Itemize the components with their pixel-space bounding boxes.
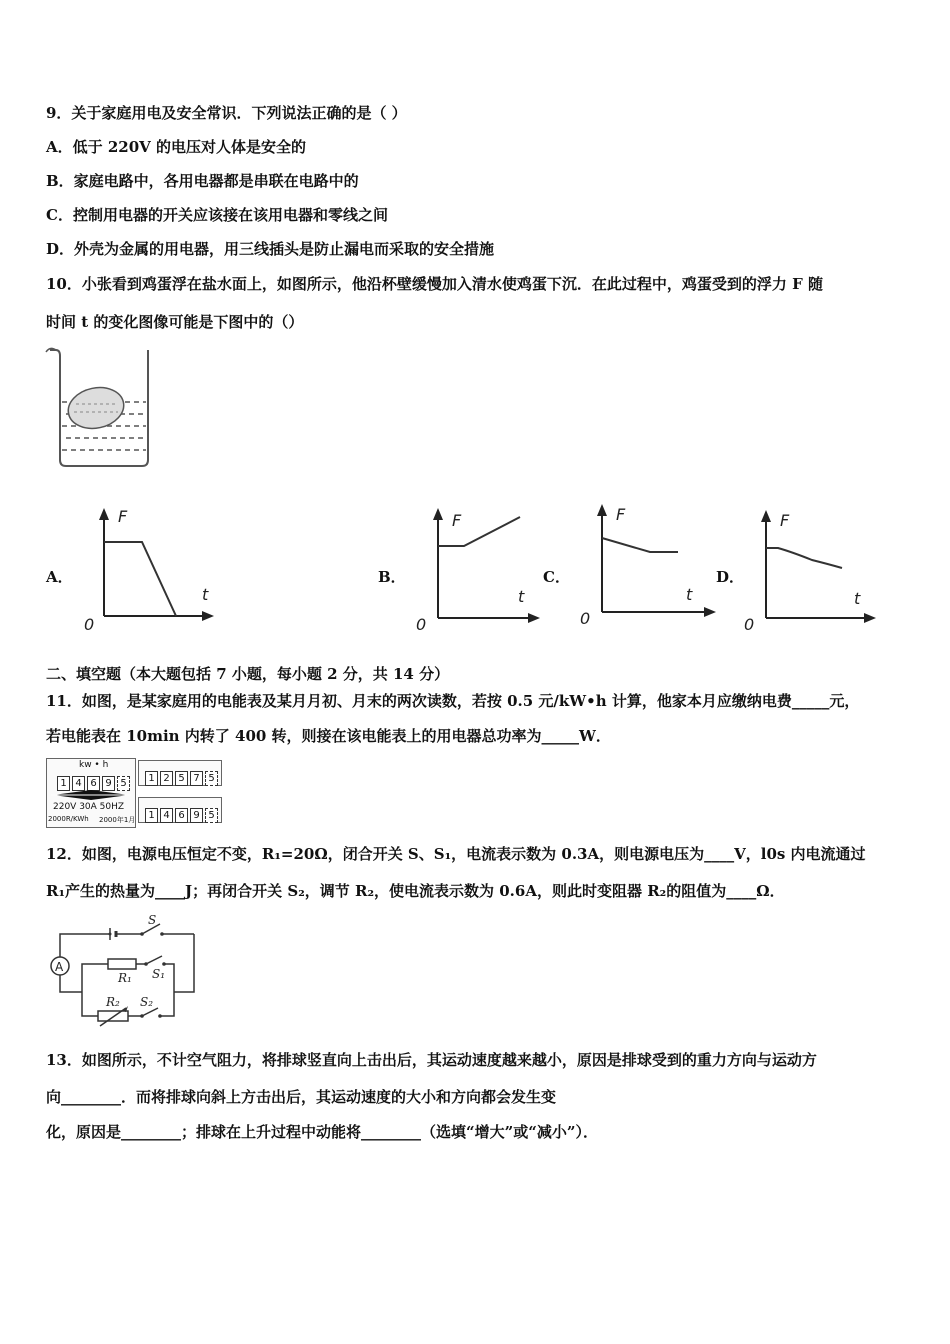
- graph-c: [578, 500, 718, 630]
- graph-c-origin: 0: [580, 609, 591, 628]
- q10-stem-line2: 时间 t 的变化图像可能是下图中的（）: [46, 313, 304, 331]
- graph-d-curve: [766, 548, 842, 568]
- graph-d-origin: 0: [744, 615, 755, 634]
- reading-digit: 7: [190, 771, 203, 786]
- graph-a: [80, 504, 220, 634]
- q10-stem-line1: 10．小张看到鸡蛋浮在盐水面上，如图所示，他沿杯壁缓慢加入清水使鸡蛋下沉．在此过程中，鸡蛋受到的浮力 F 随: [46, 275, 823, 293]
- reading-digit: 9: [190, 808, 203, 823]
- meter-digit: 1: [57, 776, 70, 791]
- meter-date: 2000年1月: [99, 816, 136, 824]
- q9-option-b: B．家庭电路中，各用电器都是串联在电路中的: [46, 172, 359, 190]
- meter-digit: 6: [87, 776, 100, 791]
- graph-a-y-label: F: [118, 507, 128, 526]
- graph-a-curve: [104, 542, 176, 616]
- meter-digit: 5: [117, 776, 130, 791]
- q10-option-a-label: A．: [46, 568, 73, 586]
- electric-meter: [46, 758, 136, 828]
- section-2-title: 二、填空题（本大题包括 7 小题，每小题 2 分，共 14 分）: [46, 665, 450, 683]
- reading-digit: 5: [205, 808, 218, 823]
- q13-line3: 化，原因是________；排球在上升过程中动能将________（选填“增大”或“减小”）．: [46, 1123, 599, 1141]
- circuit-diagram: [46, 912, 206, 1026]
- q11-line1: 11．如图，是某家庭用的电能表及某月月初、月末的两次读数，若按 0.5 元/kW•h 计算，他家本月应缴纳电费_____元，: [46, 692, 860, 710]
- q10-option-d-label: D．: [716, 568, 745, 586]
- graph-b-x-label: t: [518, 587, 525, 606]
- graph-b-y-label: F: [452, 511, 462, 530]
- graph-c-y-label: F: [616, 505, 626, 524]
- meter-specs: 220V 30A 50HZ: [53, 802, 125, 812]
- meter-rate: 2000R/KWh: [48, 815, 89, 823]
- q9-stem: 9．关于家庭用电及安全常识．下列说法正确的是（ ）: [46, 104, 407, 122]
- meter-digit: 4: [72, 776, 85, 791]
- beaker-figure: [46, 346, 156, 468]
- reading-digit: 1: [145, 808, 158, 823]
- graph-b: [414, 504, 544, 634]
- graph-b-origin: 0: [416, 615, 427, 634]
- graph-a-origin: 0: [84, 615, 95, 634]
- switch-s-label: S: [148, 913, 157, 927]
- reading-digit: 2: [160, 771, 173, 786]
- graph-c-x-label: t: [686, 585, 693, 604]
- q12-line2: R₁产生的热量为____J；再闭合开关 S₂，调节 R₂，使电流表示数为 0.6A，则此时变阻器 R₂的阻值为____Ω．: [46, 882, 785, 900]
- q9-option-c: C．控制用电器的开关应该接在该用电器和零线之间: [46, 206, 388, 224]
- graph-a-x-label: t: [202, 585, 209, 604]
- meter-digit-row: [57, 771, 132, 791]
- q9-option-d: D．外壳为金属的用电器，用三线插头是防止漏电而采取的安全措施: [46, 240, 495, 258]
- meter-disc-icon: [51, 789, 131, 801]
- q13-line1: 13．如图所示，不计空气阻力，将排球竖直向上击出后，其运动速度越来越小，原因是排球受到的重力方向与运动方: [46, 1051, 817, 1069]
- graph-c-curve: [602, 538, 678, 552]
- reading-digit: 5: [205, 771, 218, 786]
- reading-start: [138, 760, 222, 786]
- graph-b-curve: [438, 517, 520, 546]
- meter-digit: 9: [102, 776, 115, 791]
- reading-digit: 4: [160, 808, 173, 823]
- resistor-r1-label: R₁: [118, 971, 132, 985]
- q13-line2: 向________．而将排球向斜上方击出后，其运动速度的大小和方向都会发生变: [46, 1088, 557, 1106]
- graph-d-x-label: t: [854, 589, 861, 608]
- meter-unit: kw • h: [79, 760, 109, 770]
- reading-digit: 6: [175, 808, 188, 823]
- switch-s1-label: S₁: [152, 967, 166, 981]
- resistor-r2-label: R₂: [106, 995, 120, 1009]
- switch-s2-label: S₂: [140, 995, 154, 1009]
- q12-line1: 12．如图，电源电压恒定不变，R₁=20Ω，闭合开关 S、S₁，电流表示数为 0.3A，则电源电压为____V，l0s 内电流通过: [46, 845, 866, 863]
- graph-d-y-label: F: [780, 511, 790, 530]
- reading-end: [138, 797, 222, 823]
- graph-d: [742, 506, 882, 636]
- q10-option-b-label: B．: [378, 568, 406, 586]
- ammeter-label: A: [55, 960, 64, 974]
- q9-option-a: A．低于 220V 的电压对人体是安全的: [46, 138, 307, 156]
- q10-option-c-label: C．: [543, 568, 570, 586]
- reading-digit: 5: [175, 771, 188, 786]
- reading-digit: 1: [145, 771, 158, 786]
- q11-line2: 若电能表在 10min 内转了 400 转，则接在该电能表上的用电器总功率为_____W．: [46, 727, 611, 745]
